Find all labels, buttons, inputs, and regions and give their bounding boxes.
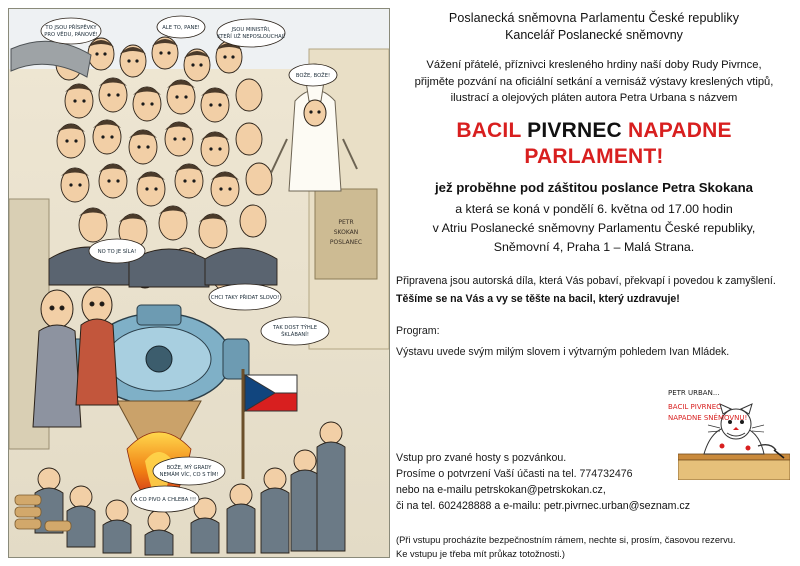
- program-line: Výstavu uvede svým milým slovem i výtvarným pohledem Ivan Mládek.: [396, 345, 730, 358]
- svg-text:KTEŘÍ UŽ NEPOSLOUCHAJÍ: KTEŘÍ UŽ NEPOSLOUCHAJÍ: [217, 34, 285, 40]
- svg-text:CHCI TAKY PŘIDAT SLOVO!: CHCI TAKY PŘIDAT SLOVO!: [210, 295, 280, 301]
- svg-text:JSOU MINISTŘI,: JSOU MINISTŘI,: [231, 27, 271, 33]
- security-note: [396, 534, 792, 561]
- program-label: Program:: [396, 324, 440, 337]
- signature-line-1: PETR URBAN...: [668, 389, 720, 397]
- svg-text:A CO PIVO A CHLEBA !!!: A CO PIVO A CHLEBA !!!: [133, 497, 197, 503]
- institution-header: [396, 10, 792, 44]
- intro-line-1: Vážení přátelé, příznivci kresleného hrdiny naší doby Rudy Pivrnce,: [426, 59, 762, 71]
- title-word-napadne: NAPADNE: [627, 118, 732, 142]
- svg-text:POSLANEC: POSLANEC: [329, 239, 363, 246]
- contact-line-1: Vstup pro zvané hosty s pozvánkou.: [396, 452, 567, 464]
- contact-email-1[interactable]: nebo na e-mailu petrskokan@petrskokan.cz,: [396, 484, 606, 496]
- svg-text:BOŽE, BOŽE!: BOŽE, BOŽE!: [295, 73, 331, 79]
- note-line-2: Ke vstupu je třeba mít průkaz totožnosti.): [396, 548, 565, 559]
- title-word-bacil: BACIL: [456, 118, 522, 142]
- signature-line-2: BACIL PIVRNEC: [668, 403, 722, 411]
- title-word-parlament: PARLAMENT!: [524, 144, 664, 168]
- invitation-text-column: [396, 10, 792, 558]
- intro-line-3: ilustrací a olejových pláten autora Petra Urbana s názvem: [450, 92, 738, 104]
- svg-text:SKOKAN: SKOKAN: [333, 229, 359, 236]
- patron-line: jež proběhne pod záštitou poslance Petra Skokana: [434, 179, 754, 195]
- title-row-1: [396, 118, 792, 144]
- intro-paragraph: [396, 57, 792, 107]
- contact-block: [396, 450, 696, 514]
- header-line-1: Poslanecká sněmovna Parlamentu České republiky: [448, 11, 740, 25]
- contact-line-2: Prosíme o potvrzení Vaší účasti na tel. 774732476: [396, 468, 633, 480]
- svg-text:NO TO JE SÍLA!: NO TO JE SÍLA!: [97, 249, 137, 255]
- signature-line-3: NAPADNE SNĚMOVNU!: [668, 414, 748, 422]
- body-paragraph-1: Připravena jsou autorská díla, která Vás pobaví, překvapí i povedou k zamyšlení.: [396, 274, 776, 287]
- event-where-line-1: v Atriu Poslanecké sněmovny Parlamentu České republiky,: [432, 220, 756, 235]
- svg-text:PETR: PETR: [338, 219, 354, 226]
- cartoon-illustration: [8, 8, 390, 558]
- body-paragraph-2: Těšíme se na Vás a vy se těšte na bacil, který uzdravuje!: [396, 292, 680, 305]
- event-where-line-2: Sněmovní 4, Praha 1 – Malá Strana.: [493, 239, 695, 254]
- intro-line-2: přijměte pozvání na oficiální setkání a vernisáž výstavy kreslených vtipů,: [414, 75, 774, 88]
- title-row-2: [396, 144, 792, 170]
- cartoon-signature-text: [666, 385, 792, 433]
- svg-text:ŠKLÁBANÍ!: ŠKLÁBANÍ!: [281, 332, 309, 338]
- event-when: a která se koná v pondělí 6. května od 17.00 hodin: [455, 201, 733, 216]
- note-line-1: (Při vstupu procházíte bezpečnostním rámem, nechte si, prosím, časovou rezervu.: [396, 535, 736, 545]
- svg-text:TAK DOST TÝHLE: TAK DOST TÝHLE: [273, 325, 317, 331]
- event-details: [396, 200, 792, 257]
- svg-text:TO JSOU PŘÍSPĚVKY: TO JSOU PŘÍSPĚVKY: [45, 25, 97, 31]
- svg-text:NEMÁM VÍC, CO S TÍM!: NEMÁM VÍC, CO S TÍM!: [159, 472, 219, 478]
- header-line-2: Kancelář Poslanecké sněmovny: [505, 28, 683, 42]
- svg-text:BOŽE, MÝ GRADY: BOŽE, MÝ GRADY: [166, 465, 212, 471]
- svg-text:PRO VĚDU, PÁNOVÉ!: PRO VĚDU, PÁNOVÉ!: [44, 32, 98, 38]
- svg-text:ALE TO, PANE!: ALE TO, PANE!: [162, 25, 200, 31]
- title-word-pivrnec: PIVRNEC: [527, 118, 622, 142]
- event-title: [396, 118, 792, 170]
- contact-email-2[interactable]: či na tel. 602428888 a e-mailu: petr.pivrnec.urban@seznam.cz: [396, 500, 691, 512]
